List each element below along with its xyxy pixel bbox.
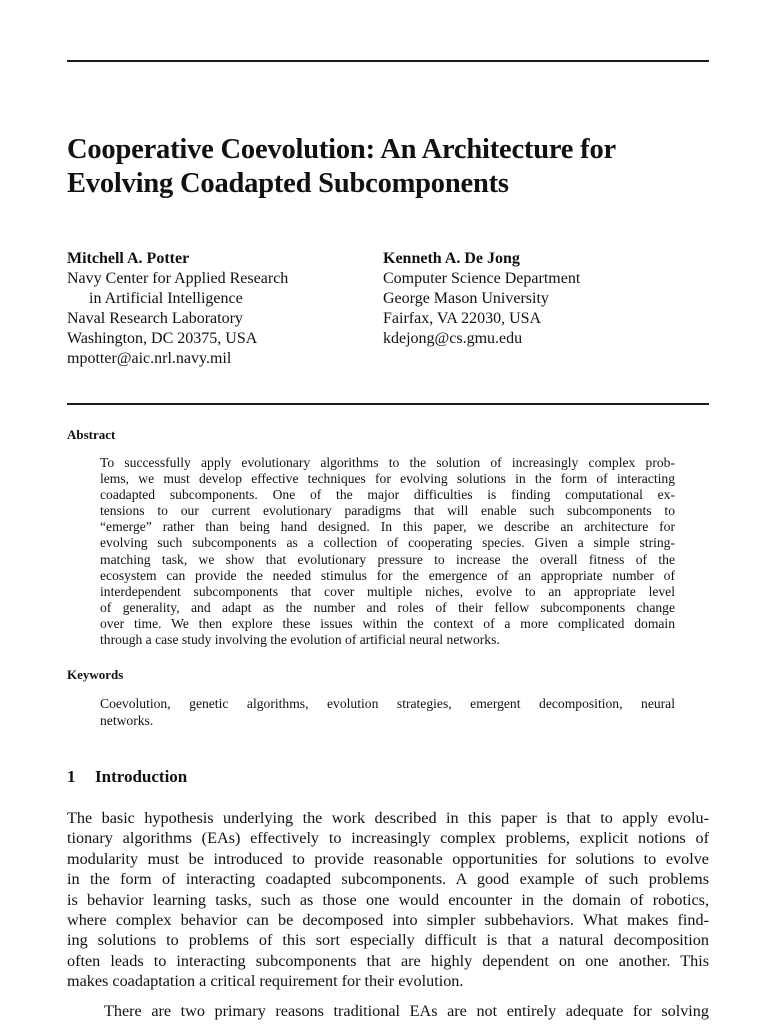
section-heading-introduction [67, 767, 187, 787]
keywords-line: networks. [100, 713, 154, 728]
paper-title [67, 133, 709, 201]
body-line: The basic hypothesis underlying the work described in this paper is that to apply evolu- [67, 809, 709, 827]
author-email: mpotter@aic.nrl.navy.mil [67, 350, 232, 367]
author-address-line: Washington, DC 20375, USA [67, 330, 258, 347]
intro-paragraph-2 [67, 1001, 709, 1021]
author-name: Kenneth A. De Jong [383, 250, 520, 267]
body-line: modularity must be introduced to provide reasonable opportunities for solutions to evolve [67, 849, 709, 868]
body-line: makes coadaptation a critical requirement for their evolution. [67, 972, 464, 991]
abstract-line: To successfully apply evolutionary algorithms to the solution of increasingly complex prob- [100, 455, 675, 470]
section-number: 1 [67, 767, 76, 786]
abstract-text [100, 455, 675, 648]
abstract-line: “emerge” rather than being hand designed. In this paper, we describe an architecture for [100, 519, 675, 535]
body-line: is behavior learning tasks, such as those one would encounter in the domain of robotics, [67, 890, 709, 909]
title-line: Cooperative Coevolution: An Architecture for [67, 134, 616, 165]
author-block-potter [67, 249, 367, 369]
keywords-line: Coevolution, genetic algorithms, evolution strategies, emergent decomposition, neural [100, 696, 675, 711]
body-line: often leads to interacting subcomponents that are highly dependent on one another. This [67, 951, 709, 970]
top-rule [67, 60, 709, 62]
abstract-line: coadapted subcomponents. One of the major difficulties is finding computational ex- [100, 487, 675, 503]
section-title: Introduction [95, 767, 188, 786]
author-email: kdejong@cs.gmu.edu [383, 330, 523, 347]
abstract-line: matching task, we show that evolutionary pressure to increase the overall fitness of the [100, 551, 675, 567]
intro-paragraph-1 [67, 808, 709, 992]
keywords-heading: Keywords [67, 667, 124, 682]
header-divider-rule [67, 403, 709, 405]
abstract-line: tensions to our current evolutionary paradigms that will enable such subcomponents to [100, 503, 675, 519]
author-block-dejong [383, 249, 683, 349]
body-line: ing solutions to problems of this sort especially difficult is that a natural decomposition [67, 931, 709, 950]
author-affiliation-line: Computer Science Department [383, 270, 581, 287]
keywords-text [100, 695, 675, 729]
author-affiliation-line: Navy Center for Applied Research [67, 270, 289, 287]
abstract-heading: Abstract [67, 427, 116, 442]
abstract-line: evolving such subcomponents as a collection of cooperating species. Given a simple string- [100, 535, 675, 551]
author-affiliation-line: in Artificial Intelligence [89, 290, 243, 307]
author-affiliation-line: George Mason University [383, 290, 549, 307]
abstract-line: ecosystem can provide the needed stimulus for the emergence of an appropriate number of [100, 567, 675, 583]
abstract-line: interdependent subcomponents that cover multiple niches, evolve to an appropriate level [100, 583, 675, 599]
author-name: Mitchell A. Potter [67, 250, 190, 267]
author-affiliation-line: Naval Research Laboratory [67, 310, 243, 327]
title-line: Evolving Coadapted Subcomponents [67, 168, 509, 199]
author-address-line: Fairfax, VA 22030, USA [383, 310, 542, 327]
abstract-line: through a case study involving the evolution of artificial neural networks. [100, 632, 500, 648]
abstract-line: of generality, and adapt as the number and roles of their fellow subcomponents change [100, 599, 675, 615]
abstract-line: over time. We then explore these issues within the context of a more complicated domain [100, 615, 675, 631]
body-line: There are two primary reasons traditional EAs are not entirely adequate for solving [104, 1002, 709, 1020]
body-line: tionary algorithms (EAs) effectively to increasingly complex problems, explicit notions of [67, 829, 709, 848]
body-line: in the form of interacting coadapted subcomponents. A good example of such problems [67, 870, 709, 889]
body-line: where complex behavior can be decomposed into simpler subbehaviors. What makes find- [67, 911, 709, 930]
abstract-line: lems, we must develop effective techniques for evolving solutions in the form of interacting [100, 471, 675, 487]
